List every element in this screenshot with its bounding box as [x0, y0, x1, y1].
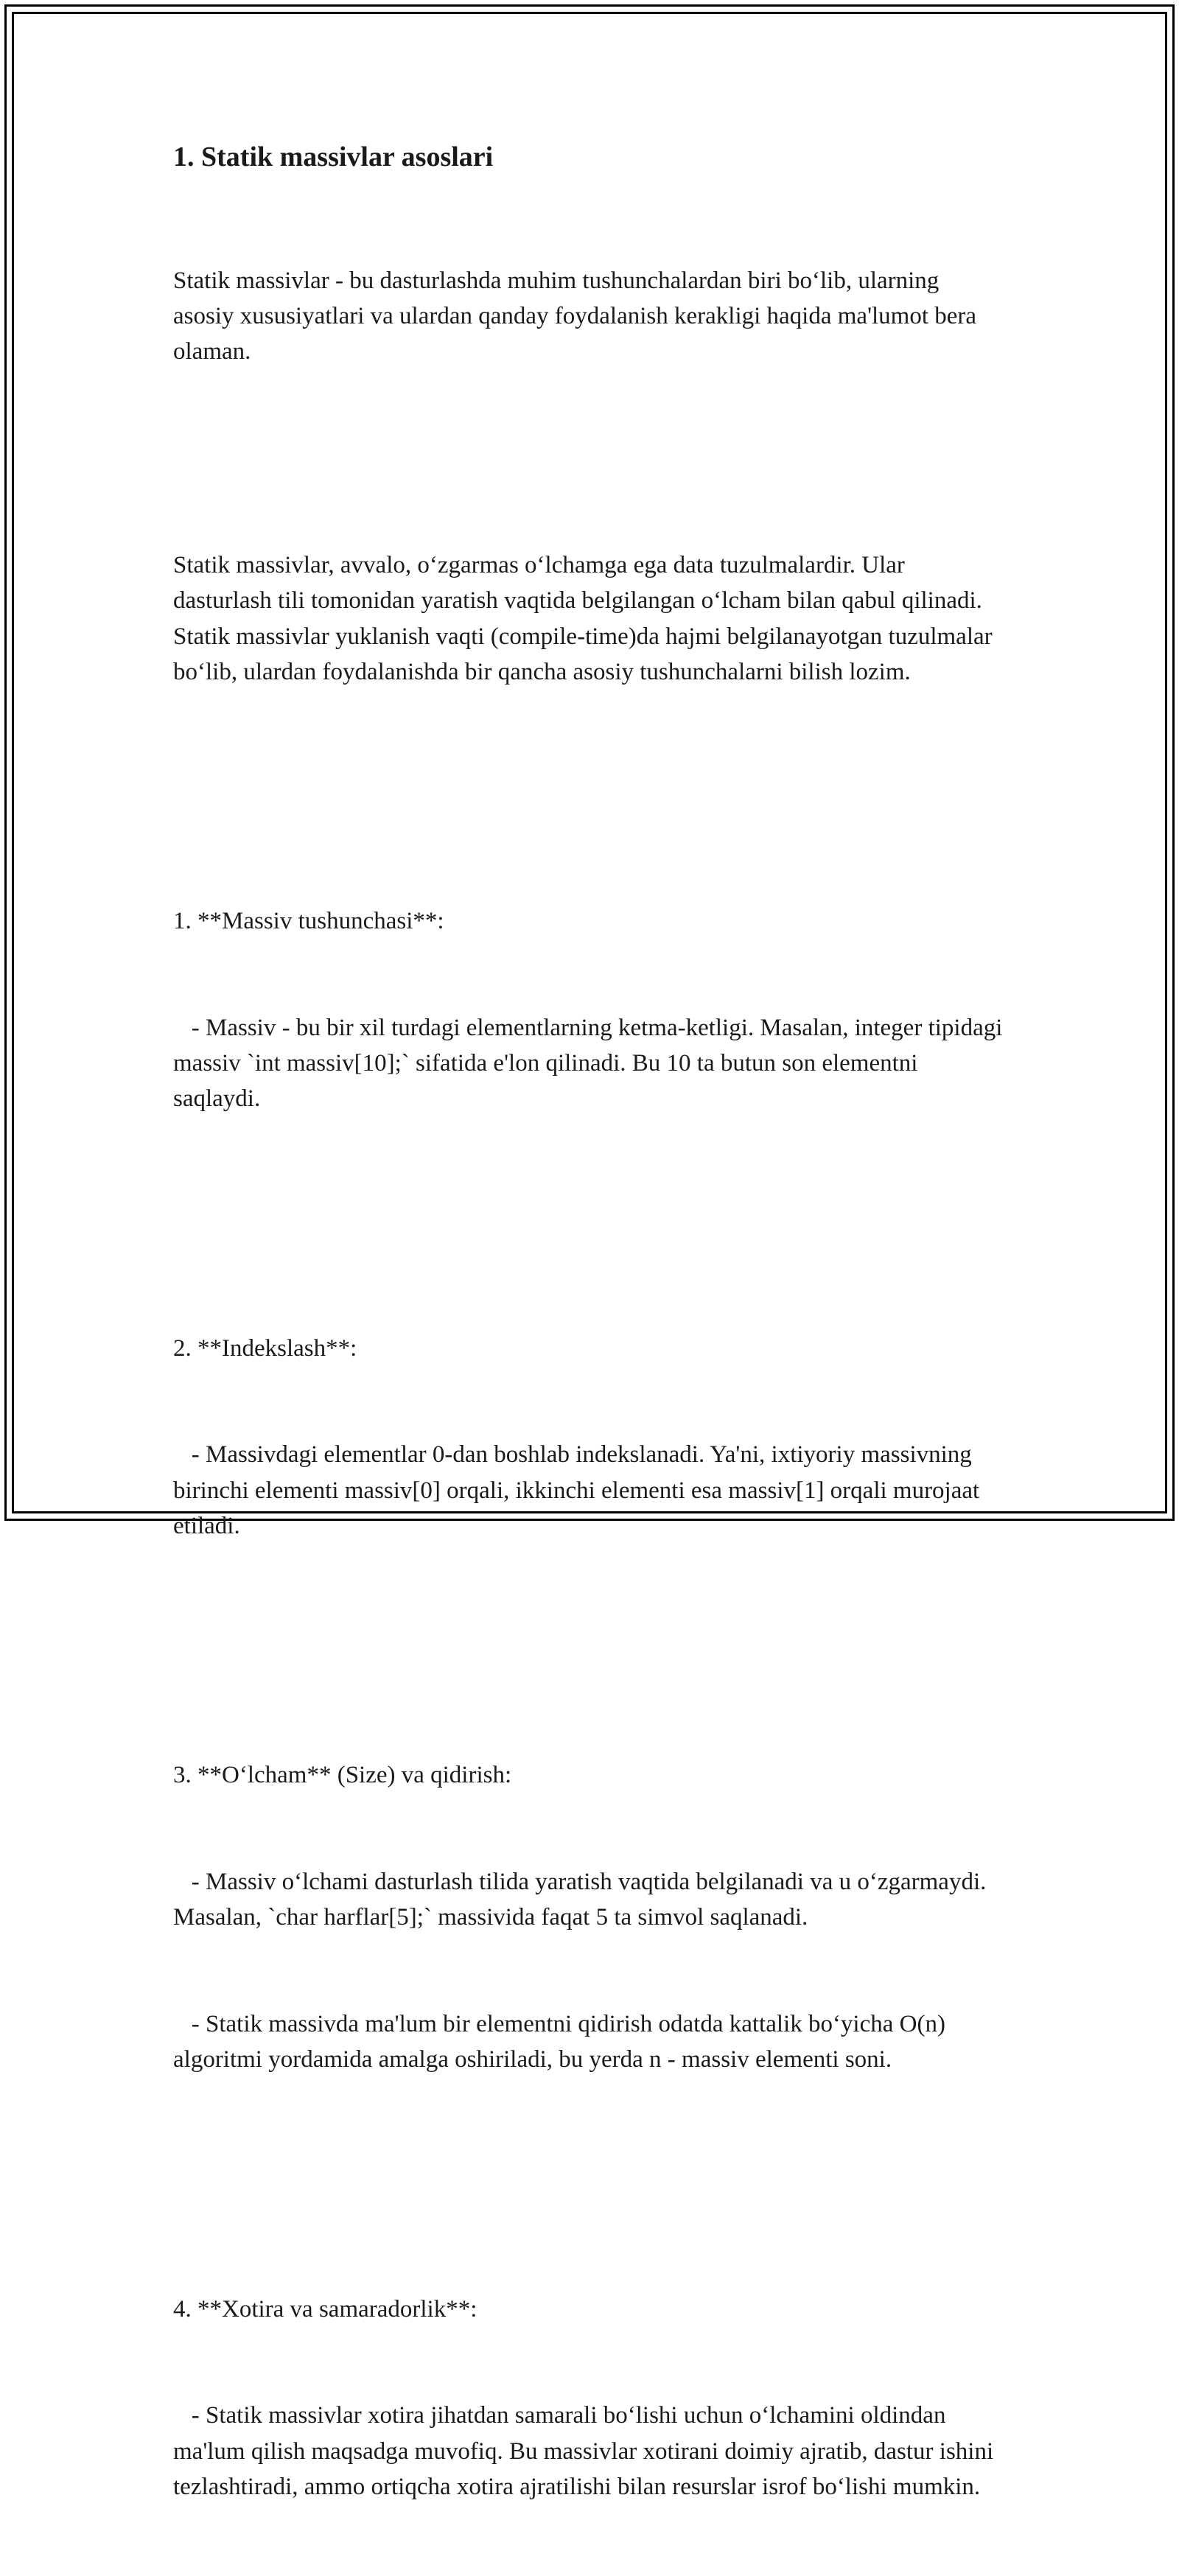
- paragraph-gap: [173, 1615, 1006, 1651]
- section-bullet: - Statik massivlar xotira jihatdan samarali bo‘lishi uchun o‘lchamini oldindan ma'lum qilish maqsadga muvofiq. Bu massivlar xotirani doimiy ajratib, dastur ishini tezlashtiradi, ammo ortiqcha xotira ajratilishi bilan resurslar isrof bo‘lishi mumkin.: [173, 2402, 1000, 2500]
- section-heading-4: 4. **Xotira va samaradorlik**:: [173, 2295, 477, 2323]
- section-bullet: - Statik massivda ma'lum bir elementni qidirish odatda kattalik bo‘yicha O(n) algoritmi yordamida amalga oshiriladi, bu yerda n - massiv elementi soni.: [173, 2011, 952, 2073]
- paragraph-gap: [173, 761, 1006, 797]
- intro-paragraph-2: Statik massivlar, avvalo, o‘zgarmas o‘lchamga ega data tuzulmalardir. Ular dasturlash tili tomonidan yaratish vaqtida belgilangan o‘lcham bilan qabul qilinadi. Statik massivlar yuklanish vaqti (compile-time)da hajmi belgilanayotgan tuzulmalar bo‘lib, ulardan foydalanishda bir qancha asosiy tushunchalarni bilish lozim.: [173, 551, 998, 685]
- document-body: [173, 137, 1009, 2576]
- paragraph-gap: [173, 1188, 1006, 1223]
- paragraph-gap: [173, 441, 1006, 476]
- section-heading-2: 2. **Indekslash**:: [173, 1334, 357, 1362]
- section-bullet: - Massivdagi elementlar 0-dan boshlab indekslanadi. Ya'ni, ixtiyoriy massivning birinchi elementi massiv[0] orqali, ikkinchi elementi esa massiv[1] orqali murojaat etiladi.: [173, 1441, 986, 1539]
- section-bullet: - Massiv - bu bir xil turdagi elementlarning ketma-ketligi. Masalan, integer tipidagi massiv `int massiv[10];` sifatida e'lon qilinadi. Bu 10 ta butun son elementni saqlaydi.: [173, 1014, 1009, 1113]
- document-title: 1. Statik massivlar asoslari: [173, 141, 494, 172]
- section-heading-3: 3. **O‘lcham** (Size) va qidirish:: [173, 1762, 512, 1789]
- intro-paragraph-1: Statik massivlar - bu dasturlashda muhim tushunchalardan biri bo‘lib, ularning asosiy xususiyatlari va ulardan qanday foydalanish kerakligi haqida ma'lumot bera olaman.: [173, 267, 983, 365]
- section-heading-1: 1. **Massiv tushunchasi**:: [173, 907, 444, 934]
- section-bullet: - Massiv o‘lchami dasturlash tilida yaratish vaqtida belgilanadi va u o‘zgarmaydi. Masalan, `char harflar[5];` massivida faqat 5 ta simvol saqlanadi.: [173, 1868, 993, 1931]
- paragraph-gap: [173, 2149, 1006, 2184]
- document-text: [173, 192, 1009, 2576]
